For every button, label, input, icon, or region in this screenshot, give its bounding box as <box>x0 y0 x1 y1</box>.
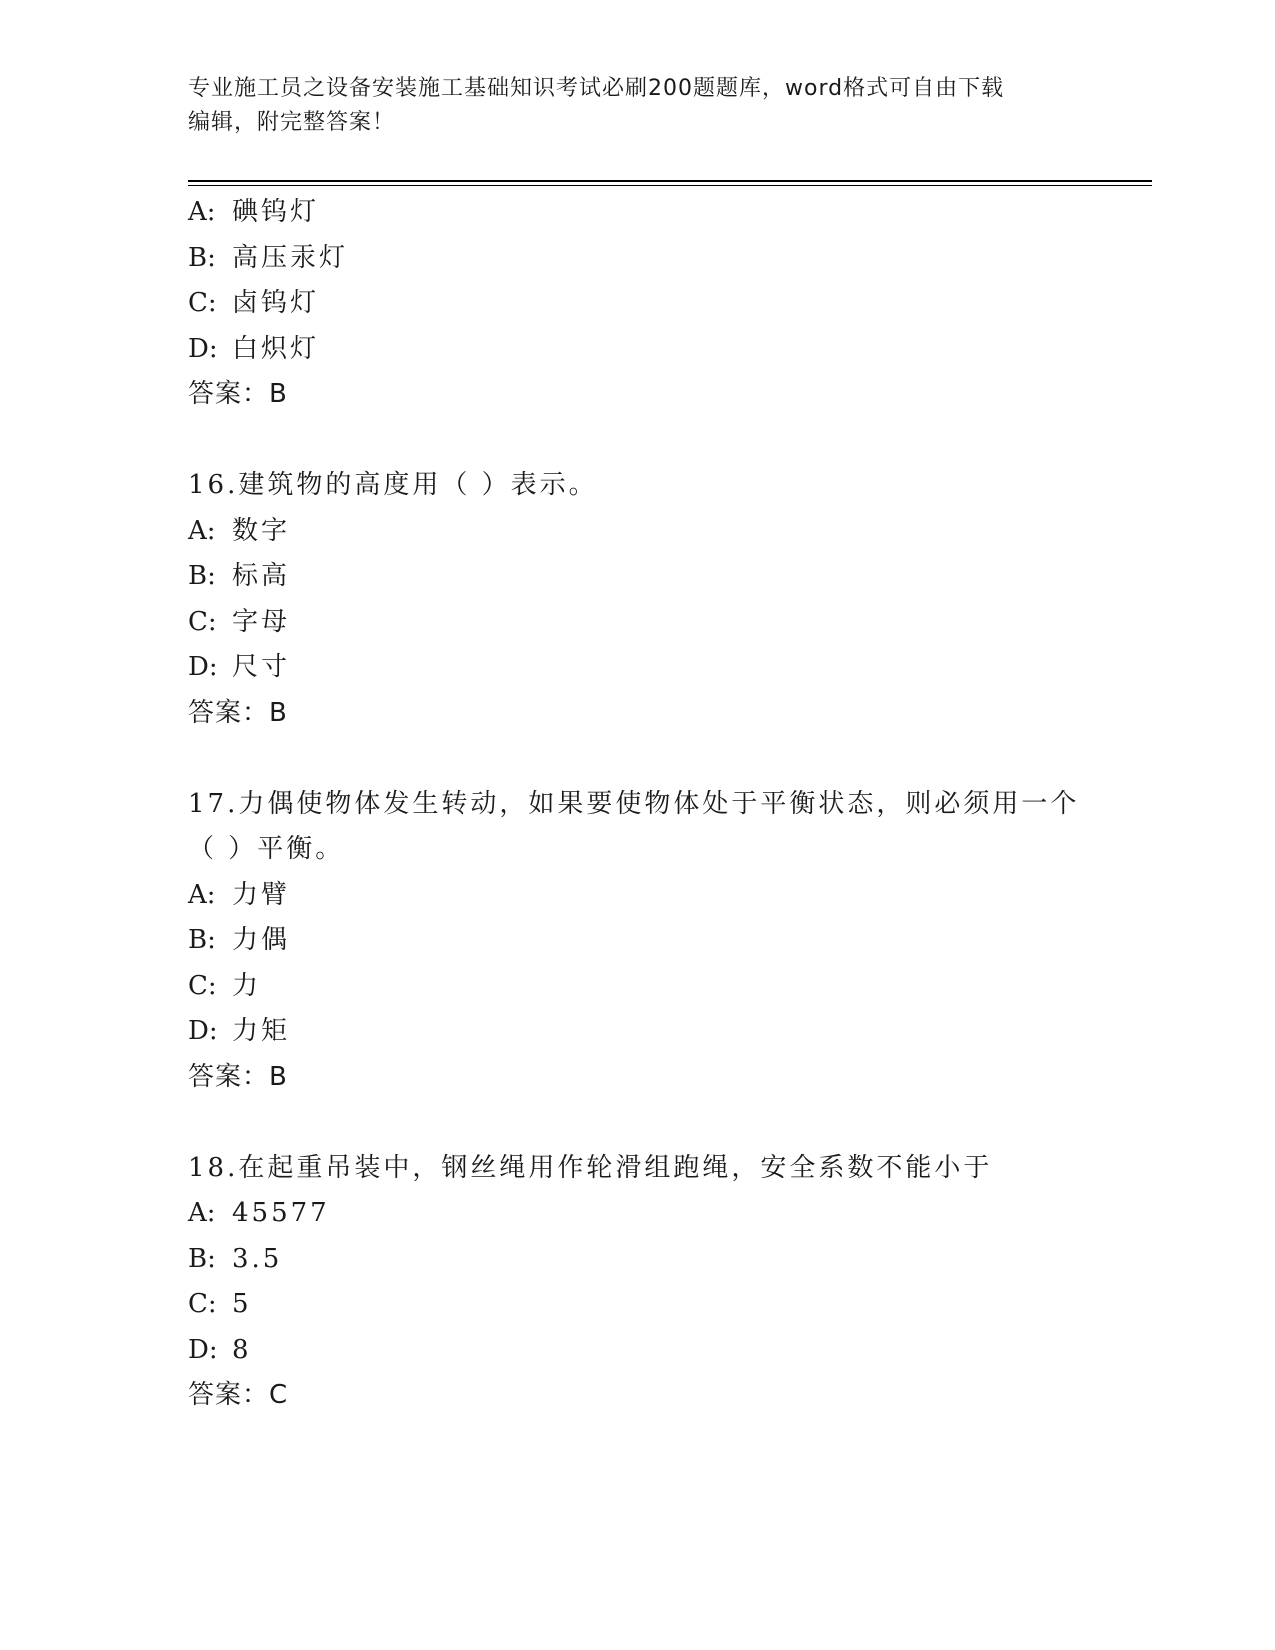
answer: 答案：B <box>188 1061 288 1092</box>
question-15 <box>188 190 1128 418</box>
option-text: 数字 <box>232 515 291 546</box>
question-list <box>188 190 1128 1419</box>
header-divider-thick <box>188 180 1152 182</box>
option-text: 卤钨灯 <box>232 288 320 318</box>
question-text: 16.建筑物的高度用（ ）表示。 <box>188 470 598 500</box>
answer: 答案：B <box>188 379 288 409</box>
option-b <box>188 236 1128 282</box>
question-18 <box>188 1146 1128 1419</box>
option-text: 白炽灯 <box>232 333 320 364</box>
option-text: 力偶 <box>232 925 291 955</box>
option-text: 高压汞灯 <box>232 242 349 273</box>
option-c <box>188 964 1128 1010</box>
question-text: 18.在起重吊装中，钢丝绳用作轮滑组跑绳，安全系数不能小于 <box>188 1152 993 1183</box>
option-text: 3.5 <box>232 1243 283 1274</box>
header-divider-thin <box>188 185 1152 186</box>
option-text: 尺寸 <box>232 652 291 682</box>
option-key: B: <box>188 242 216 273</box>
option-text: 碘钨灯 <box>232 197 320 227</box>
document-header <box>188 72 1088 140</box>
option-a <box>188 190 1128 236</box>
option-b <box>188 1237 1128 1283</box>
option-d <box>188 1328 1128 1374</box>
option-key: B: <box>188 925 216 955</box>
question-17 <box>188 782 1128 1101</box>
option-key: A: <box>188 197 216 227</box>
option-key: D: <box>188 333 218 364</box>
option-text: 标高 <box>232 561 291 591</box>
option-text: 力臂 <box>232 879 291 910</box>
option-c <box>188 1282 1128 1328</box>
option-a <box>188 873 1128 919</box>
option-key: B: <box>188 1243 216 1274</box>
option-c <box>188 600 1128 646</box>
option-key: C: <box>188 606 217 637</box>
option-c <box>188 281 1128 327</box>
option-d <box>188 327 1128 373</box>
option-key: C: <box>188 1289 217 1319</box>
option-text: 力矩 <box>232 1016 291 1046</box>
header-title-line-2: 编辑，附完整答案！ <box>188 110 396 135</box>
option-key: C: <box>188 288 217 318</box>
answer: 答案：B <box>188 697 288 728</box>
option-a <box>188 509 1128 555</box>
option-key: A: <box>188 1198 216 1228</box>
option-key: A: <box>188 879 216 910</box>
question-text-line-2: （ ）平衡。 <box>188 834 345 864</box>
option-a <box>188 1191 1128 1237</box>
option-b <box>188 918 1128 964</box>
option-key: B: <box>188 561 216 591</box>
option-text: 力 <box>232 970 262 1001</box>
option-text: 8 <box>232 1334 252 1365</box>
option-key: C: <box>188 970 217 1001</box>
question-16 <box>188 463 1128 736</box>
header-title-line-1: 专业施工员之设备安装施工基础知识考试必刷200题题库，word格式可自由下载 <box>188 76 1005 101</box>
answer: 答案：C <box>188 1380 289 1410</box>
question-text-line-1: 17.力偶使物体发生转动，如果要使物体处于平衡状态，则必须用一个 <box>188 788 1080 819</box>
option-text: 字母 <box>232 606 291 637</box>
option-key: A: <box>188 515 216 546</box>
option-key: D: <box>188 1334 218 1365</box>
option-key: D: <box>188 652 218 682</box>
option-key: D: <box>188 1016 218 1046</box>
option-d <box>188 645 1128 691</box>
option-text: 45577 <box>232 1198 330 1228</box>
option-b <box>188 554 1128 600</box>
option-text: 5 <box>232 1289 252 1319</box>
option-d <box>188 1009 1128 1055</box>
